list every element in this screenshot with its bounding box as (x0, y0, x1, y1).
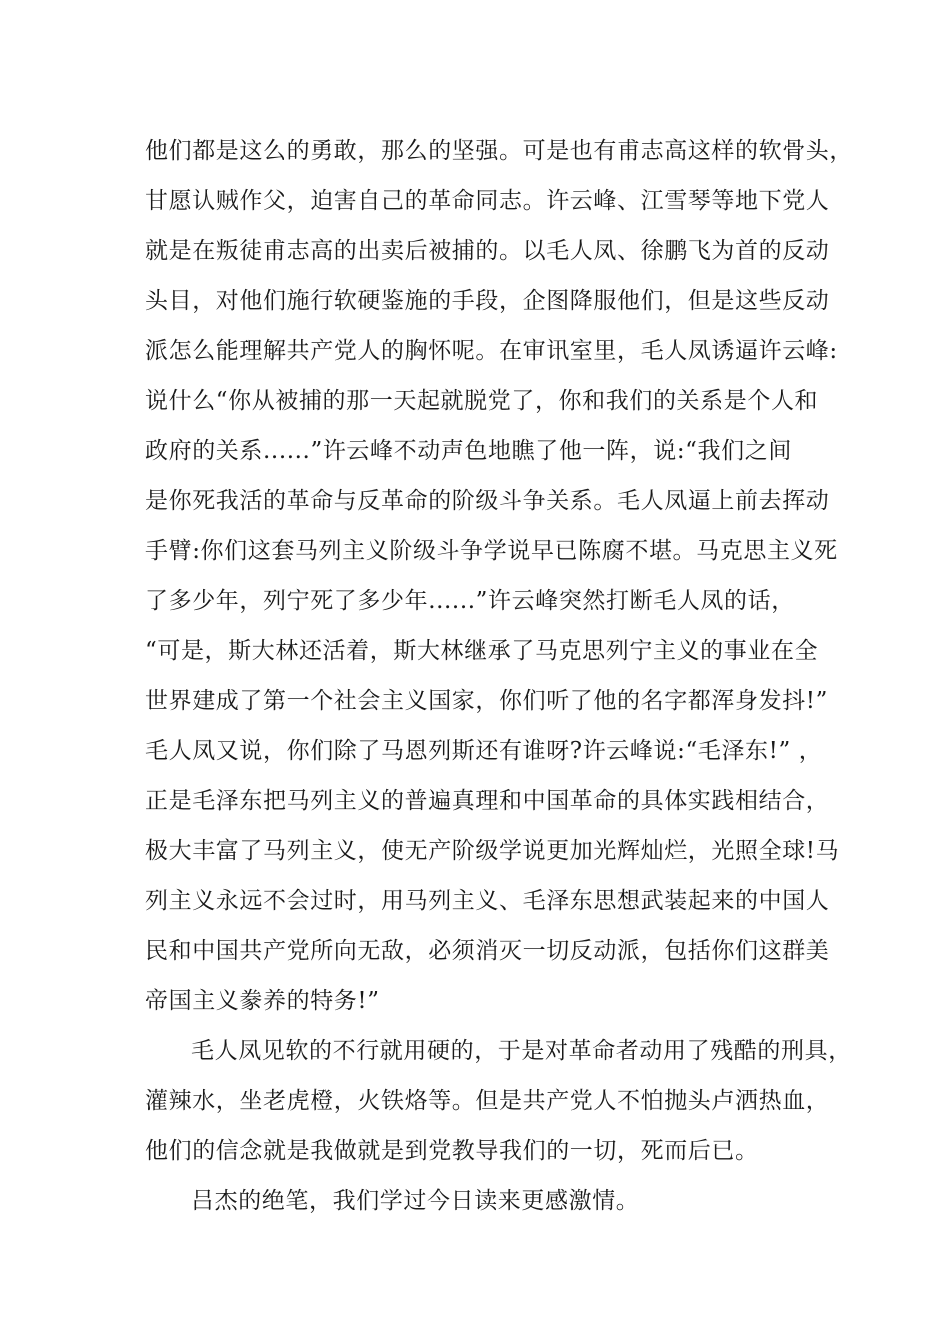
text-line: 世界建成了第一个社会主义国家，你们听了他的名字都浑身发抖!” (145, 688, 829, 714)
text-line: 正是毛泽东把马列主义的普遍真理和中国革命的具体实践相结合， (145, 788, 830, 814)
text-line: 列主义永远不会过时，用马列主义、毛泽东思想武装起来的中国人 (145, 888, 830, 914)
text-line: 就是在叛徒甫志高的出卖后被捕的。以毛人凤、徐鹏飞为首的反动 (145, 238, 830, 264)
text-line: 是你死我活的革命与反革命的阶级斗争关系。毛人凤逼上前去挥动 (145, 488, 830, 514)
text-line: 政府的关系......”许云峰不动声色地瞧了他一阵，说:“我们之间 (145, 438, 792, 464)
text-line: 民和中国共产党所向无敌，必须消灭一切反动派，包括你们这群美 (145, 938, 830, 964)
text-line: 了多少年，列宁死了多少年......”许云峰突然打断毛人凤的话， (145, 588, 795, 614)
text-line: 灌辣水，坐老虎橙，火铁烙等。但是共产党人不怕抛头卢洒热血， (145, 1088, 830, 1114)
text-line: 毛人凤见软的不行就用硬的，于是对革命者动用了残酷的刑具， (191, 1038, 852, 1064)
text-line: 手臂:你们这套马列主义阶级斗争学说早已陈腐不堪。马克思主义死 (145, 538, 838, 564)
text-line: 甘愿认贼作父，迫害自己的革命同志。许云峰、江雪琴等地下党人 (145, 188, 830, 214)
text-line: 头目，对他们施行软硬鉴施的手段，企图降服他们，但是这些反动 (145, 288, 830, 314)
text-line: “可是，斯大林还活着，斯大林继承了马克思列宁主义的事业在全 (145, 638, 819, 664)
text-line: 帝国主义豢养的特务!” (145, 988, 380, 1014)
text-line: 他们的信念就是我做就是到党教导我们的一切，死而后已。 (145, 1138, 759, 1164)
text-line: 说什么“你从被捕的那一天起就脱党了，你和我们的关系是个人和 (145, 388, 819, 414)
text-line: 他们都是这么的勇敢，那么的坚强。可是也有甫志高这样的软骨头， (145, 138, 853, 164)
text-line: 吕杰的绝笔，我们学过今日读来更感激情。 (191, 1188, 640, 1214)
text-line: 派怎么能理解共产党人的胸怀呢。在审讯室里，毛人凤诱逼许云峰: (145, 338, 838, 364)
text-line: 极大丰富了马列主义，使无产阶级学说更加光辉灿烂，光照全球!马 (145, 838, 840, 864)
text-line: 毛人凤又说，你们除了马恩列斯还有谁呀?许云峰说:“毛泽东!” ， (145, 738, 823, 764)
